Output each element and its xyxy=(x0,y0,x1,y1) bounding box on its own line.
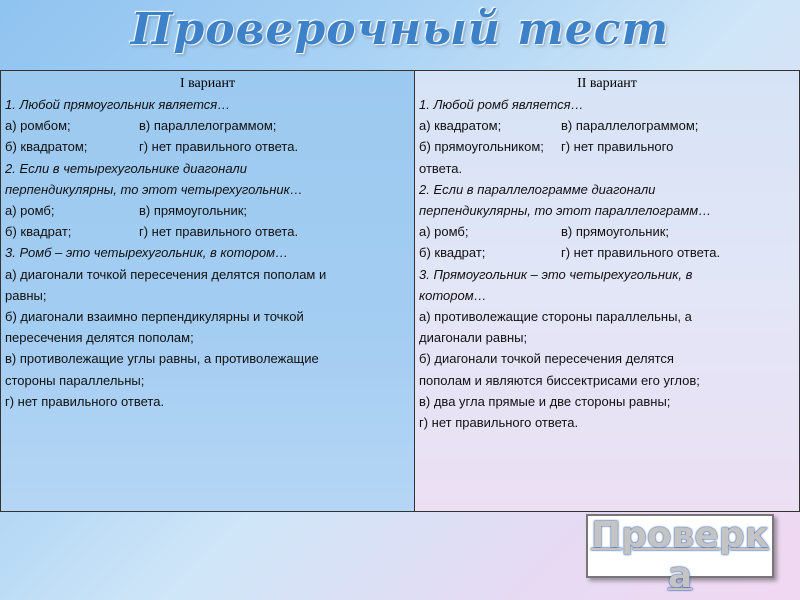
test-line: 3. Ромб – это четырехугольник, в котором… xyxy=(5,245,289,261)
variant-1-column xyxy=(1,71,415,511)
test-line: перпендикулярны, то этот четырехугольник… xyxy=(5,181,303,197)
answer-option: в) параллелограммом; xyxy=(561,118,699,134)
test-line: 2. Если в параллелограмме диагонали xyxy=(419,181,656,197)
test-table xyxy=(0,70,800,512)
answer-option: а) ромб; xyxy=(5,203,55,219)
answer-option: а) ромбом; xyxy=(5,118,71,134)
test-line: пополам и являются биссектрисами его углов; xyxy=(419,372,700,388)
test-line: равны; xyxy=(5,287,47,303)
test-line: 3. Прямоугольник – это четырехугольник, в xyxy=(419,266,693,282)
variant-1-header: I вариант xyxy=(179,76,236,91)
test-line: а) противолежащие стороны параллельны, а xyxy=(419,309,692,325)
answer-option: в) прямоугольник; xyxy=(561,224,670,240)
test-line xyxy=(1,200,414,221)
answer-option: г) нет правильного xyxy=(561,139,674,155)
test-line xyxy=(1,221,414,242)
test-line xyxy=(415,115,799,136)
answer-option: а) ромб; xyxy=(419,224,469,240)
test-line: 1. Любой прямоугольник является… xyxy=(5,97,231,112)
test-line: ответа. xyxy=(419,160,463,176)
variant-2-lines xyxy=(415,94,799,433)
test-line: а) диагонали точкой пересечения делятся пополам и xyxy=(5,266,327,282)
test-line: котором… xyxy=(419,287,487,303)
test-line: г) нет правильного ответа. xyxy=(5,393,165,409)
test-line: в) два угла прямые и две стороны равны; xyxy=(419,393,671,409)
test-line xyxy=(1,115,414,136)
answer-option: г) нет правильного ответа. xyxy=(561,245,721,261)
test-line xyxy=(415,136,799,157)
page-title: Проверочный тест xyxy=(130,4,670,55)
test-line: пересечения делятся пополам; xyxy=(5,330,194,346)
test-line: б) диагонали взаимно перпендикулярны и точкой xyxy=(5,309,304,325)
test-line xyxy=(1,136,414,157)
answer-option: в) параллелограммом; xyxy=(139,118,277,134)
variant-1-lines xyxy=(1,94,414,412)
variant-2-header: II вариант xyxy=(577,76,637,91)
test-line: диагонали равны; xyxy=(419,330,528,346)
answer-option: б) квадратом; xyxy=(5,139,88,155)
test-line: стороны параллельны; xyxy=(5,372,145,388)
test-line: перпендикулярны, то этот параллелограмм… xyxy=(419,203,712,219)
test-line: 1. Любой ромб является… xyxy=(419,97,584,112)
answer-option: б) квадрат; xyxy=(5,224,72,240)
test-line xyxy=(415,242,799,263)
test-line: г) нет правильного ответа. xyxy=(419,415,579,431)
test-line: 2. Если в четырехугольнике диагонали xyxy=(5,160,247,176)
test-line: б) диагонали точкой пересечения делятся xyxy=(419,351,674,367)
answer-option: в) прямоугольник; xyxy=(139,203,248,219)
test-line: в) противолежащие углы равны, а противолежащие xyxy=(5,351,319,367)
answer-option: б) прямоугольником; xyxy=(419,139,544,155)
check-button[interactable] xyxy=(586,514,774,596)
answer-option: г) нет правильного ответа. xyxy=(139,224,299,240)
check-button-label: Проверка xyxy=(590,515,770,596)
answer-option: б) квадрат; xyxy=(419,245,486,261)
answer-option: г) нет правильного ответа. xyxy=(139,139,299,155)
answer-option: а) квадратом; xyxy=(419,118,502,134)
test-line xyxy=(415,221,799,242)
variant-2-column xyxy=(415,71,799,511)
